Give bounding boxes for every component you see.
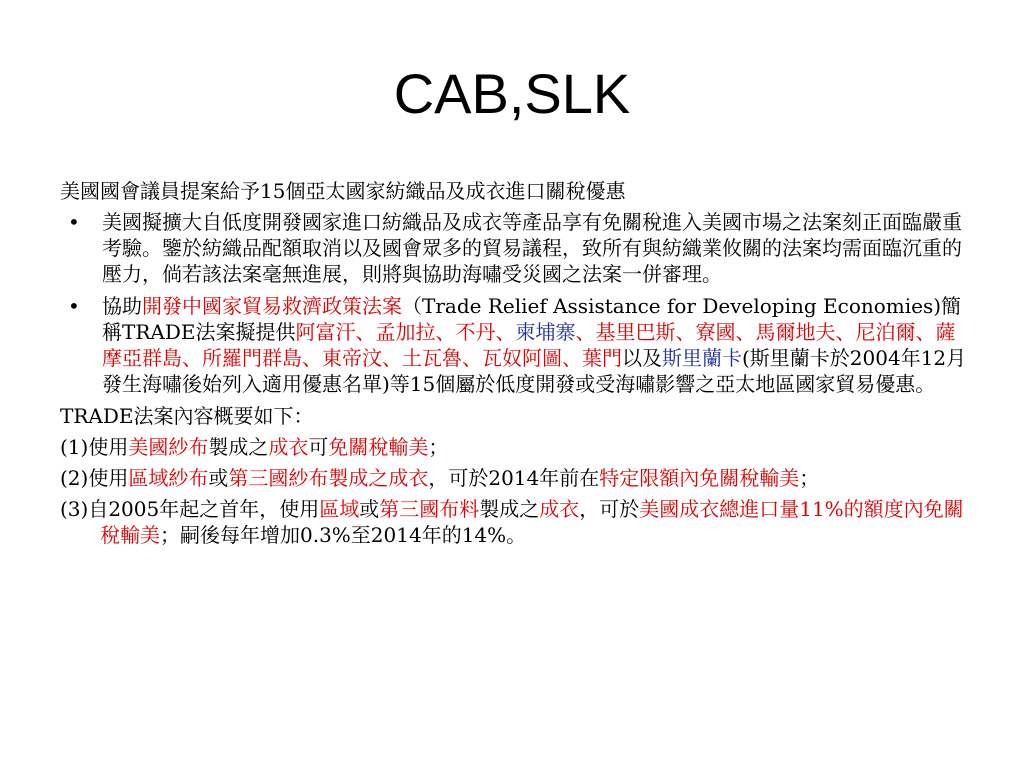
item1-text-part: (1)使用	[60, 435, 129, 459]
item1-highlight: 成衣	[268, 435, 309, 459]
bullet2-text-part: (斯里蘭卡於2004年12月發生海嘯後始列入適用優惠名單)等15個屬於低度開發或受海嘯影響之亞太地區國家貿易優惠。	[102, 346, 967, 396]
country-list-highlight: 阿富汗、孟加拉、不丹、	[295, 320, 516, 344]
bullet-dot-icon: •	[68, 294, 80, 318]
item1-text-part: 製成之	[208, 435, 269, 459]
bullet-text-1: 美國擬擴大自低度開發國家進口紡織品及成衣等產品享有免關稅進入美國市場之法案刻正面臨嚴重考驗。鑒於紡織品配額取消以及國會眾多的貿易議程，致所有與紡織業攸關的法案均需面臨沉重的壓力，倘若該法案毫無進展，則將與協助海嘯受災國之法案一併審理。	[102, 210, 962, 286]
item3-highlight: 第三國布料	[379, 497, 480, 521]
item3-text-part: 製成之	[479, 497, 540, 521]
item2-text-part: ，可於2014年前在	[428, 466, 600, 490]
slide-body	[60, 178, 970, 553]
trade-item-1	[60, 434, 970, 460]
trade-item-3	[60, 496, 970, 548]
item3-text-part: (3)自2005年起之首年，使用	[60, 497, 320, 521]
item1-highlight: 免關稅輸美	[328, 435, 429, 459]
item1-highlight: 美國紗布	[128, 435, 209, 459]
item3-text-part: ；嗣後每年增加0.3%至2014年的14%。	[160, 523, 527, 547]
bill-name-highlight: 開發中國家貿易救濟政策法案	[142, 294, 402, 318]
item3-highlight: 美國成衣總進口量11%的額度內免關稅輸美	[100, 497, 964, 547]
trade-item-2	[60, 465, 970, 491]
item2-text-part: ；	[799, 466, 820, 490]
bullet2-text-part: 以及	[622, 346, 662, 370]
item2-text-part: (2)使用	[60, 466, 129, 490]
trade-heading: TRADE法案內容概要如下：	[60, 404, 314, 428]
slide-title: CAB,SLK	[393, 62, 631, 125]
item1-text-part: 可	[308, 435, 329, 459]
item2-highlight: 區域紗布	[128, 466, 209, 490]
item2-highlight: 特定限額內免關稅輸美	[599, 466, 800, 490]
bullet2-text-part: 協助	[102, 294, 142, 318]
bullet2-text-part: （Trade Relief Assistance for Developing Economies)簡稱TRADE法案擬提供	[102, 294, 962, 344]
item3-text-part: ，可於	[579, 497, 640, 521]
intro-line: 美國國會議員提案給予15個亞太國家紡織品及成衣進口關稅優惠	[60, 179, 626, 203]
item3-highlight: 區域	[319, 497, 360, 521]
country-srilanka-highlight: 斯里蘭卡	[662, 346, 742, 370]
country-list-highlight: 、基里巴斯、寮國、馬爾地夫、尼泊爾、薩摩亞群島、所羅門群島、東帝汶、土瓦魯、瓦奴阿圖、葉門	[102, 320, 956, 370]
item3-highlight: 成衣	[539, 497, 580, 521]
item2-highlight: 第三國紗布製成之成衣	[228, 466, 429, 490]
country-cambodia-highlight: 柬埔寨	[515, 320, 576, 344]
item3-text-part: 或	[359, 497, 380, 521]
bullet-dot-icon: •	[68, 210, 80, 234]
item1-text-part: ；	[428, 435, 449, 459]
bullet-item-1	[60, 209, 970, 287]
bullet-item-2	[60, 293, 970, 397]
item2-text-part: 或	[208, 466, 229, 490]
bullet-text-2	[102, 293, 970, 397]
